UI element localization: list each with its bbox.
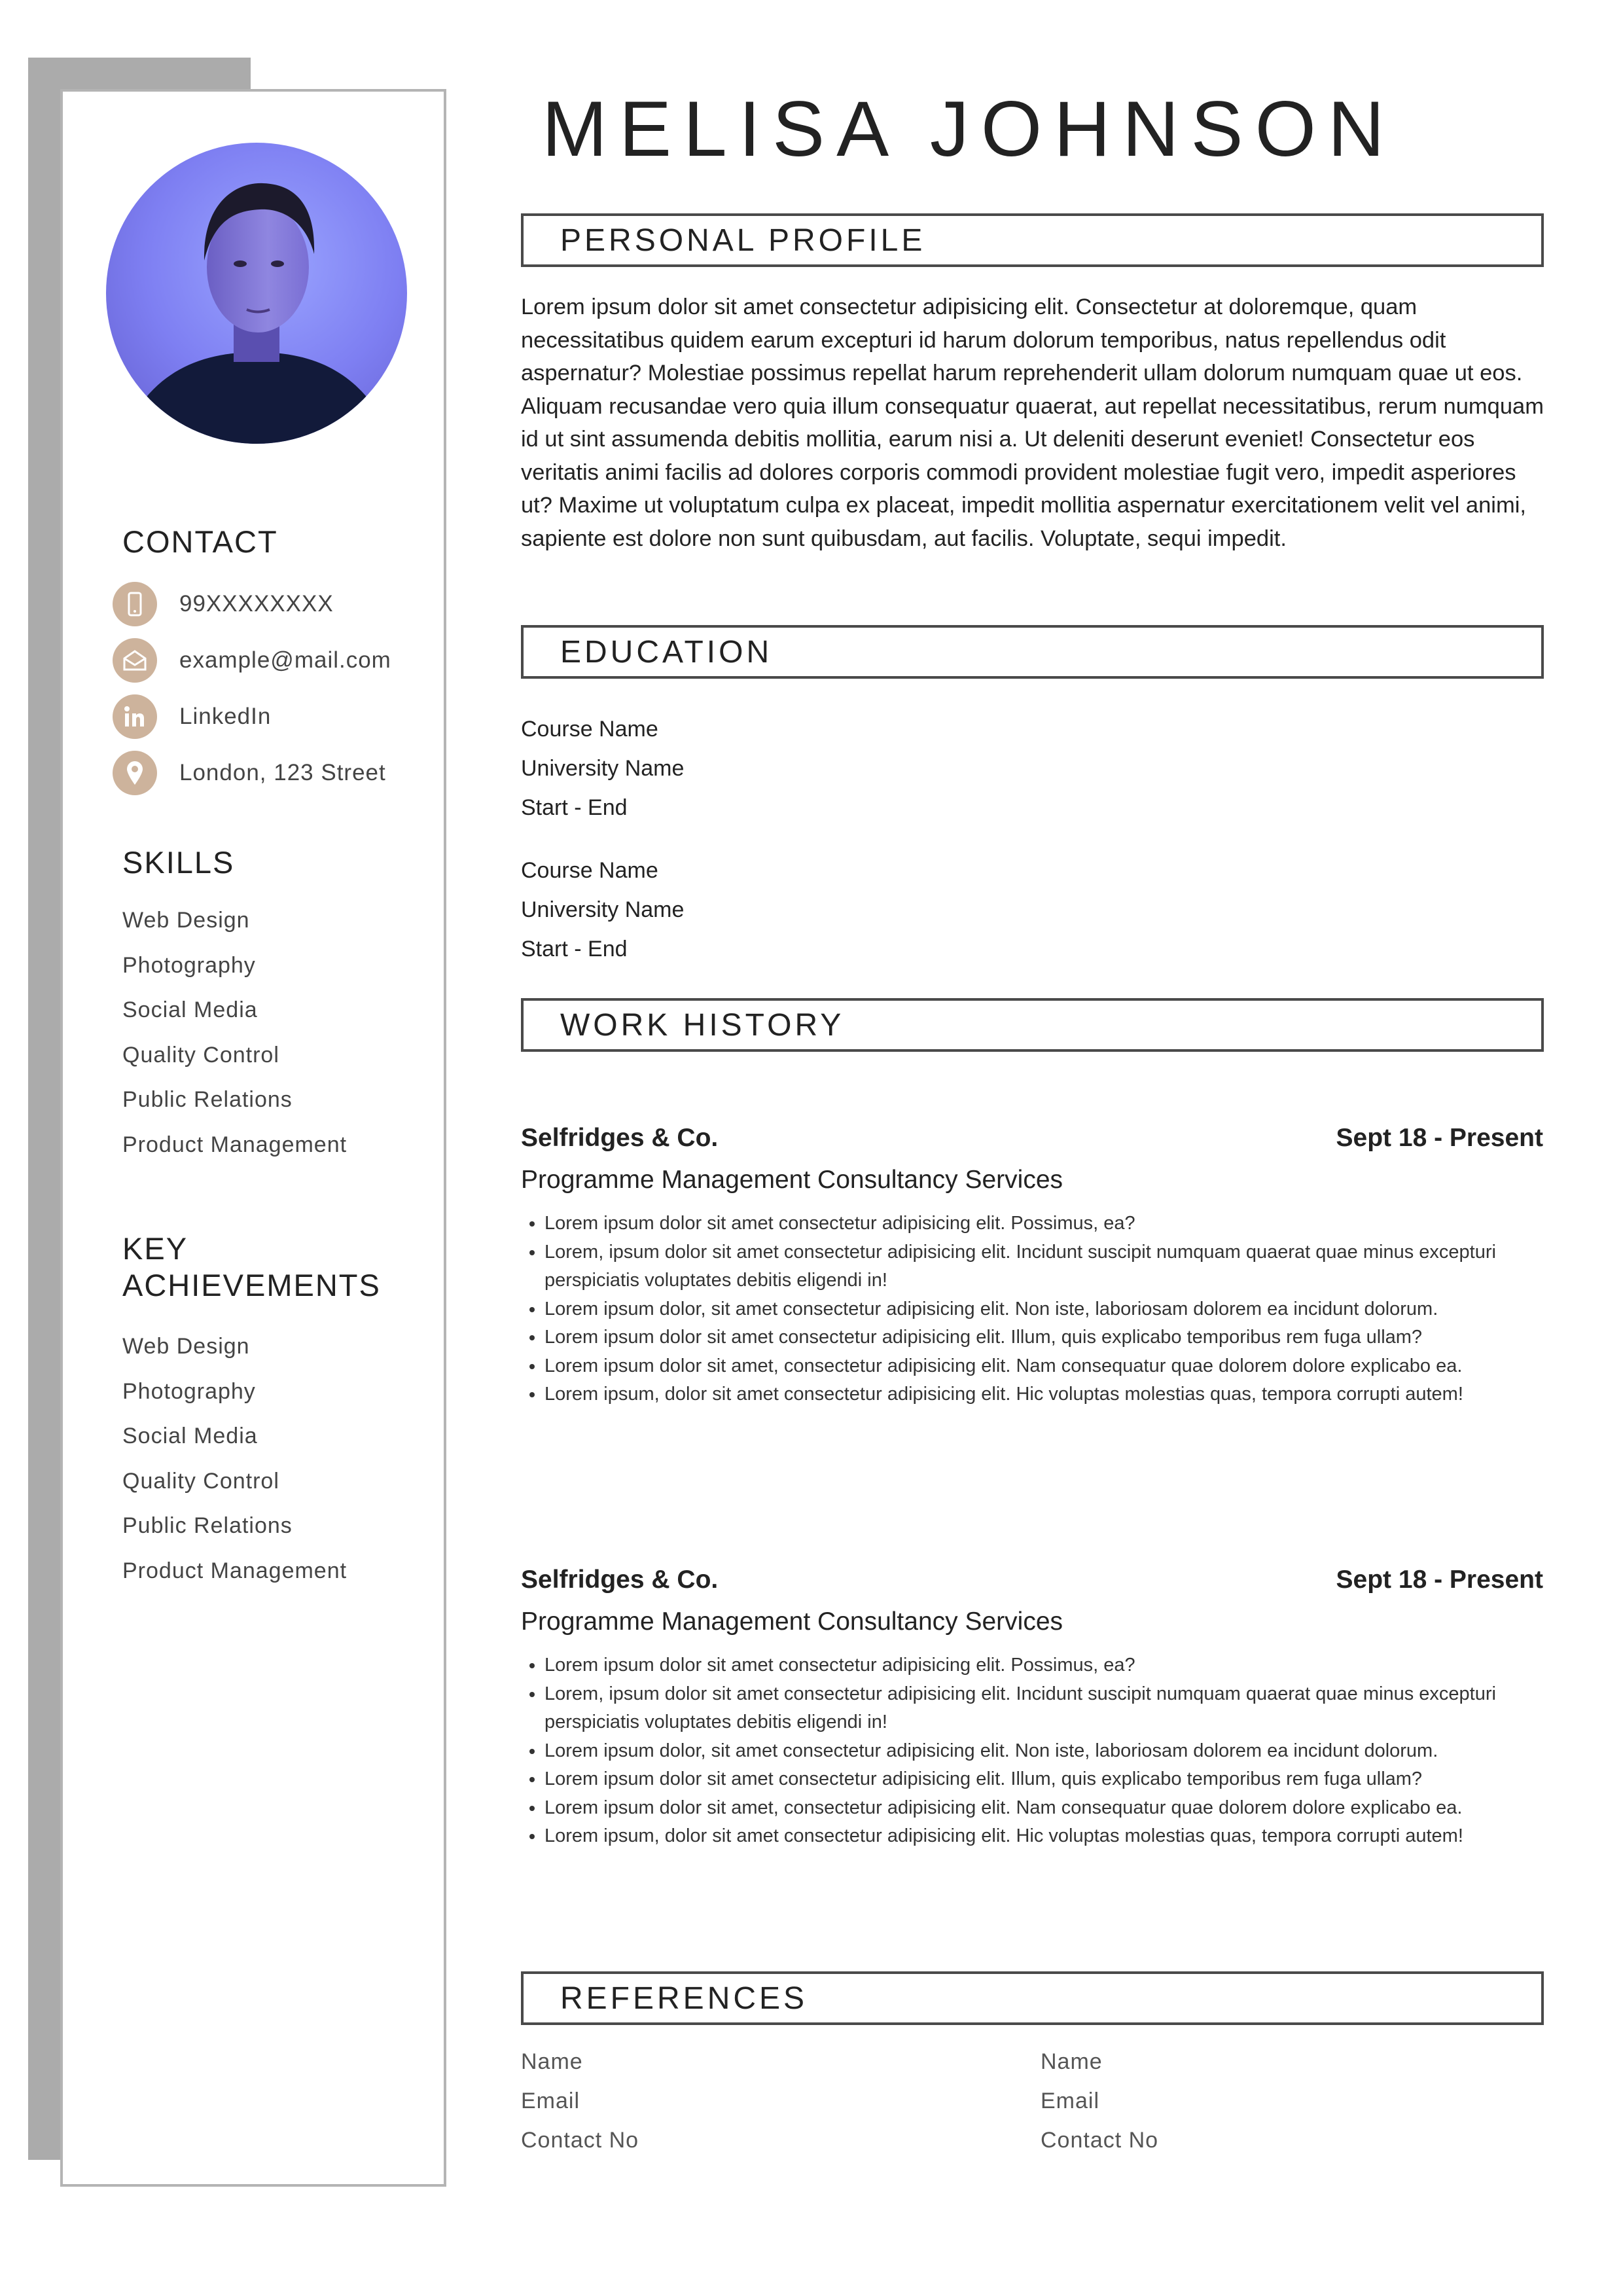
- contact-heading: CONTACT: [122, 524, 278, 559]
- profile-text: Lorem ipsum dolor sit amet consectetur adipisicing elit. Consectetur at doloremque, quam necessitatibus quidem earum excepturi id harum dolorum temporibus, natus repellendus odit aspernatur? Molestiae possimus repellat harum reprehenderit ullam dolorum numquam quae ut eos. Aliquam recusandae vero quia illum consequatur quaerat, aut repellat necessitatibus, rerum numquam id ut sint assumenda debitis mollitia, earum nisi a. Ut deleniti deserunt eveniet! Consectetur eos veritatis animi facilis ad dolores corporis commodi provident molestiae fugit vero, impedit asperiores ut? Maxime ut voluptatum culpa ex placeat, impedit mollitia aspernatur exercitationem velit vel animi, sapiente est dolore non sunt quibusdam, aut facilis. Voluptate, sequi impedit.: [521, 295, 1544, 551]
- contact-linkedin: [113, 694, 271, 739]
- list-item: • Lorem ipsum dolor sit amet consectetur adipisicing elit. Possimus, ea?: [544, 1651, 1545, 1680]
- work-heading: WORK HISTORY: [560, 1008, 845, 1043]
- education-section-header: [521, 625, 1544, 679]
- list-item: Public Relations: [122, 1513, 293, 1538]
- list-item: Photography: [122, 1378, 256, 1404]
- profile-section-header: [521, 213, 1544, 267]
- contact-email: [113, 638, 391, 683]
- achievements-heading: [122, 1230, 381, 1304]
- work-section-header: [521, 998, 1544, 1052]
- education-dates: Start - End: [521, 937, 628, 961]
- reference-email: Email: [521, 2089, 580, 2113]
- list-item: • Lorem ipsum dolor sit amet consectetur adipisicing elit. Illum, quis explicabo temporibus rem fuga ullam?: [544, 1323, 1545, 1352]
- reference-name: Name: [521, 2049, 583, 2074]
- list-item: • Lorem, ipsum dolor sit amet consectetur adipisicing elit. Incidunt suscipit numquam quaerat quae minus excepturi perspiciatis voluptates debitis eligendi in!: [544, 1680, 1545, 1737]
- reference-contact: Contact No: [1041, 2128, 1159, 2153]
- contact-location-text: London, 123 Street: [179, 760, 386, 785]
- list-item: Photography: [122, 952, 256, 978]
- reference-entry: [1041, 2049, 1158, 2166]
- education-entry: [521, 716, 684, 834]
- job-company: Selfridges & Co.: [521, 1124, 719, 1152]
- university-name: University Name: [521, 897, 685, 922]
- education-heading: EDUCATION: [560, 635, 773, 670]
- education-entry: [521, 857, 684, 975]
- list-item: Public Relations: [122, 1087, 293, 1112]
- course-name: Course Name: [521, 717, 658, 742]
- job-bullets: [521, 1651, 1545, 1851]
- list-item: Product Management: [122, 1558, 348, 1583]
- list-item: Quality Control: [122, 1042, 279, 1067]
- job-title: Programme Management Consultancy Services: [521, 1166, 1063, 1194]
- contact-linkedin-text: LinkedIn: [179, 704, 272, 729]
- sidebar: [60, 89, 446, 2187]
- job-dates: Sept 18 - Present: [1336, 1124, 1543, 1152]
- references-heading: REFERENCES: [560, 1981, 808, 2016]
- achievements-heading-line1: KEY: [122, 1231, 188, 1266]
- reference-email: Email: [1041, 2089, 1100, 2113]
- list-item: Social Media: [122, 997, 258, 1022]
- job-company: Selfridges & Co.: [521, 1566, 719, 1594]
- job-dates: Sept 18 - Present: [1336, 1566, 1543, 1594]
- list-item: • Lorem ipsum dolor sit amet consectetur adipisicing elit. Illum, quis explicabo temporibus rem fuga ullam?: [544, 1765, 1545, 1794]
- list-item: • Lorem ipsum dolor sit amet, consectetur adipisicing elit. Nam consequatur quae dolorem dolore explicabo ea.: [544, 1794, 1545, 1823]
- references-section-header: [521, 1971, 1544, 2025]
- contact-phone-text: 99XXXXXXXX: [179, 591, 334, 617]
- mail-icon: [113, 638, 157, 683]
- list-item: • Lorem ipsum, dolor sit amet consectetur adipisicing elit. Hic voluptas molestias quas, tempora corrupti autem!: [544, 1822, 1545, 1851]
- education-dates: Start - End: [521, 795, 628, 820]
- list-item: Quality Control: [122, 1468, 279, 1494]
- course-name: Course Name: [521, 858, 658, 883]
- list-item: Social Media: [122, 1424, 258, 1448]
- achievements-list: [122, 1333, 347, 1602]
- university-name: University Name: [521, 756, 685, 781]
- skills-heading: SKILLS: [122, 845, 235, 880]
- list-item: • Lorem ipsum dolor sit amet consectetur adipisicing elit. Possimus, ea?: [544, 1210, 1545, 1238]
- achievements-heading-line2: ACHIEVEMENTS: [122, 1268, 381, 1302]
- reference-name: Name: [1041, 2049, 1103, 2074]
- list-item: • Lorem ipsum dolor, sit amet consectetur adipisicing elit. Non iste, laboriosam dolorem ea incidunt dolorum.: [544, 1295, 1545, 1324]
- list-item: Product Management: [122, 1132, 348, 1157]
- job-title: Programme Management Consultancy Services: [521, 1607, 1063, 1636]
- list-item: • Lorem, ipsum dolor sit amet consectetur adipisicing elit. Incidunt suscipit numquam quaerat quae minus excepturi perspiciatis voluptates debitis eligendi in!: [544, 1238, 1545, 1295]
- linkedin-icon: [113, 694, 157, 739]
- list-item: • Lorem ipsum, dolor sit amet consectetur adipisicing elit. Hic voluptas molestias quas, tempora corrupti autem!: [544, 1380, 1545, 1409]
- location-icon: [113, 751, 157, 795]
- skills-list: [122, 907, 347, 1176]
- reference-contact: Contact No: [521, 2128, 639, 2153]
- list-item: • Lorem ipsum dolor, sit amet consectetur adipisicing elit. Non iste, laboriosam dolorem ea incidunt dolorum.: [544, 1737, 1545, 1766]
- reference-entry: [521, 2049, 639, 2166]
- list-item: Web Design: [122, 1334, 250, 1359]
- contact-phone: [113, 582, 334, 626]
- contact-email-text: example@mail.com: [179, 647, 391, 673]
- profile-heading: PERSONAL PROFILE: [560, 223, 926, 258]
- list-item: Web Design: [122, 908, 250, 933]
- phone-icon: [113, 582, 157, 626]
- page-title: MELISA JOHNSON: [542, 85, 1397, 173]
- profile-photo: [106, 143, 407, 444]
- contact-location: [113, 751, 386, 795]
- job-bullets: [521, 1210, 1545, 1409]
- list-item: • Lorem ipsum dolor sit amet, consectetur adipisicing elit. Nam consequatur quae dolorem dolore explicabo ea.: [544, 1352, 1545, 1381]
